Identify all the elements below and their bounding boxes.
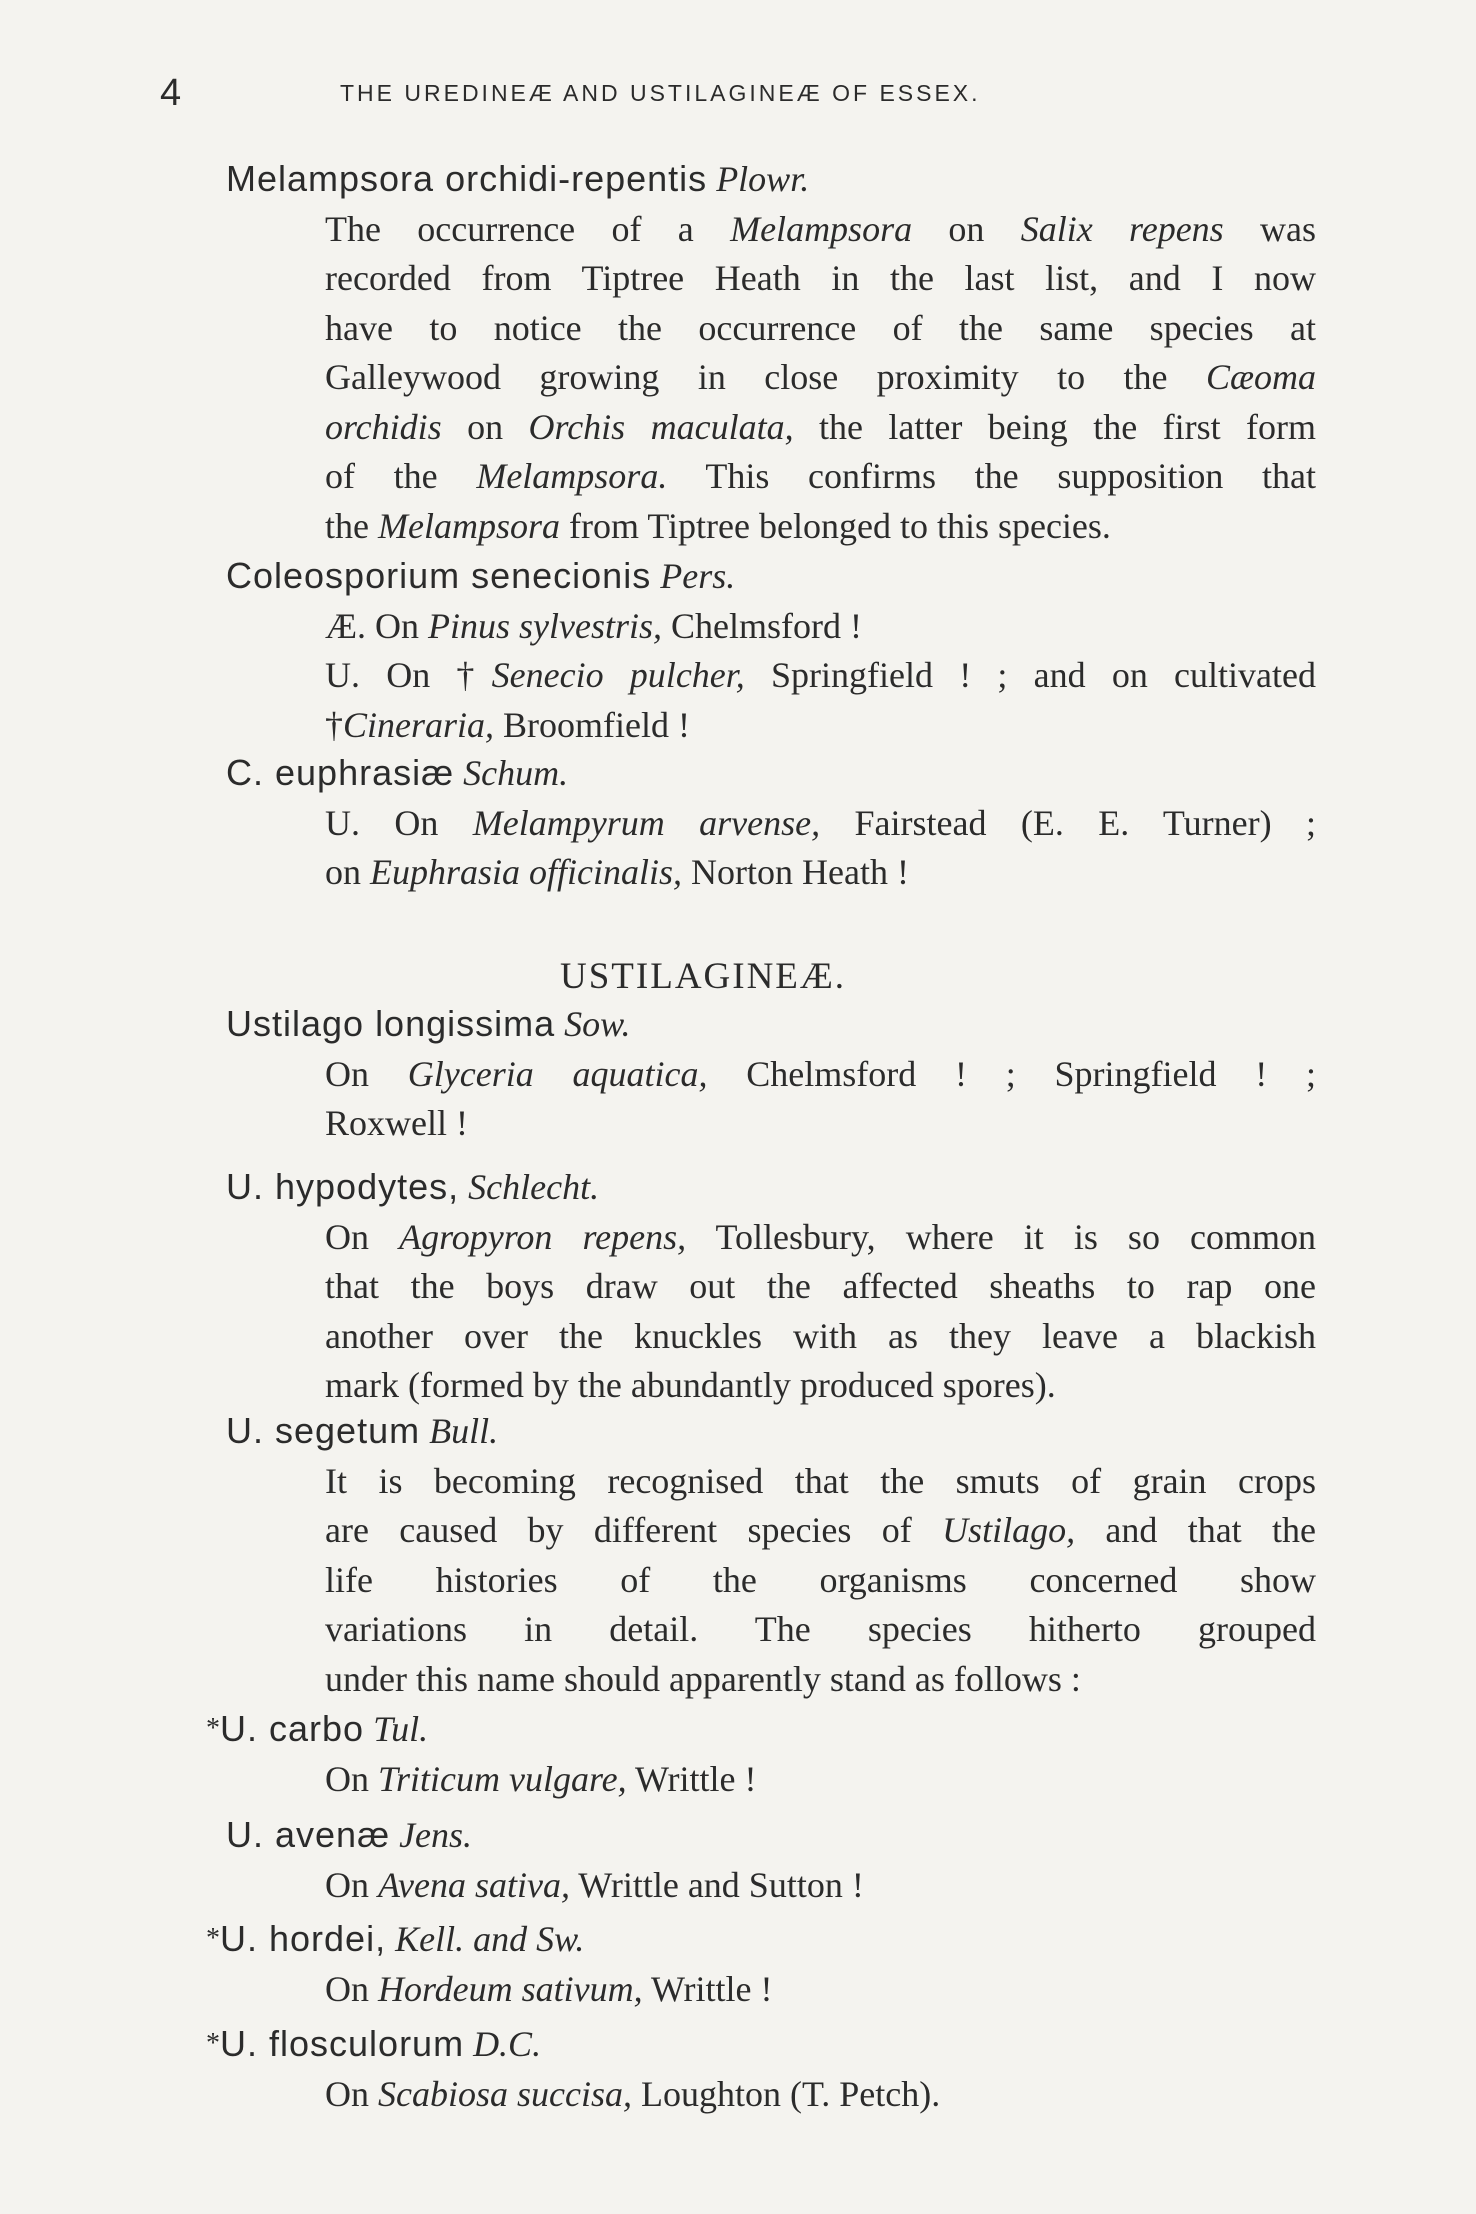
text-segment: another over the knuckles with as they leave a blackish (325, 1315, 1316, 1356)
italic-taxon: Melampsora (377, 505, 560, 546)
text-segment: have to notice the occurrence of the same species at (325, 307, 1316, 348)
text-segment: Roxwell ! (325, 1103, 468, 1143)
text-line (325, 307, 1316, 349)
text-segment: mark (formed by the abundantly produced spores). (325, 1365, 1056, 1405)
italic-taxon: Euphrasia officinalis, (370, 852, 683, 892)
section-heading: USTILAGINEÆ. (560, 956, 847, 997)
text-segment: Broomfield ! (494, 704, 690, 745)
text-line (325, 1509, 1316, 1551)
text-segment: The occurrence of a (325, 208, 731, 249)
species-name: U. hordei, (220, 1918, 387, 1959)
species-heading (226, 1166, 599, 1208)
star-marker: * (206, 1713, 220, 1744)
star-marker: * (206, 1923, 220, 1954)
italic-taxon: Scabiosa succisa, (378, 2073, 632, 2114)
text-segment: This confirms the supposition that (667, 456, 1317, 496)
text-segment: On (325, 1968, 378, 2009)
italic-taxon: Agropyron repens, (399, 1216, 687, 1257)
species-heading (206, 1708, 428, 1750)
species-heading (226, 1003, 630, 1045)
text-segment: It is becoming recognised that the smuts of grain crops (325, 1460, 1316, 1501)
text-segment: Springfield ! ; and on cultivated (744, 655, 1316, 695)
text-line (325, 1460, 1316, 1502)
italic-taxon: Cæoma (1205, 357, 1316, 397)
text-segment: U. On (325, 802, 473, 843)
page-header (160, 72, 1320, 112)
text-line (325, 1758, 757, 1800)
text-segment: Loughton (T. Petch). (631, 2073, 941, 2114)
text-line (325, 208, 1316, 250)
text-segment: and that the (1075, 1510, 1316, 1550)
text-segment: Galleywood growing in close proximity to the (325, 357, 1206, 397)
text-segment: that the boys draw out the affected sheaths to rap one (325, 1266, 1316, 1306)
text-segment: variations in detail. The species hitherto grouped (325, 1609, 1316, 1649)
species-authority: D.C. (473, 2024, 542, 2064)
species-authority: Kell. and Sw. (395, 1919, 585, 1959)
italic-taxon: Orchis maculata, (528, 406, 794, 447)
text-line (325, 1364, 1056, 1406)
species-authority: Pers. (660, 556, 736, 596)
species-authority: Jens. (399, 1815, 473, 1855)
text-line (325, 1968, 773, 2010)
text-line (325, 1216, 1316, 1258)
text-line (325, 851, 909, 893)
italic-taxon: Pinus sylvestris, (428, 605, 662, 646)
text-line (325, 1864, 864, 1906)
text-segment: recorded from Tiptree Heath in the last list, and I now (325, 258, 1316, 298)
text-line (325, 257, 1316, 299)
text-line (325, 704, 690, 746)
page-number: 4 (160, 72, 182, 114)
italic-taxon: Cineraria, (343, 704, 495, 745)
italic-taxon: Ustilago, (942, 1510, 1076, 1550)
text-segment: On (325, 1758, 378, 1799)
text-line (325, 406, 1316, 448)
species-heading (226, 555, 735, 597)
italic-taxon: Melampyrum arvense, (472, 802, 821, 843)
text-segment: of the (325, 456, 477, 496)
text-segment: Chelmsford ! ; Springfield ! ; (707, 1053, 1316, 1094)
species-heading (206, 2023, 541, 2065)
text-segment: U. On † (325, 655, 492, 695)
text-segment: On (325, 1053, 408, 1094)
species-name: U. flosculorum (220, 2023, 465, 2064)
text-segment: On (325, 1864, 378, 1905)
species-name: U. segetum (226, 1410, 421, 1451)
text-line (325, 1265, 1316, 1307)
species-heading (226, 1410, 498, 1452)
species-name: U. hypodytes, (226, 1166, 460, 1207)
species-authority: Tul. (373, 1709, 429, 1749)
text-line (325, 2073, 940, 2115)
text-line (325, 356, 1316, 398)
text-segment: On (325, 1216, 400, 1257)
text-segment: the (325, 505, 378, 546)
text-line (325, 1315, 1316, 1357)
italic-taxon: Triticum vulgare, (378, 1758, 627, 1799)
text-segment: on (441, 406, 529, 447)
text-segment: Æ. On (325, 605, 429, 646)
text-line (325, 455, 1316, 497)
species-name: U. avenæ (226, 1814, 391, 1855)
text-segment: the latter being the first form (793, 406, 1316, 447)
italic-taxon: Glyceria aquatica, (407, 1053, 708, 1094)
species-authority: Schlecht. (468, 1167, 600, 1207)
text-segment: under this name should apparently stand as follows : (325, 1658, 1081, 1699)
text-line (325, 802, 1316, 844)
italic-taxon: Hordeum sativum, (378, 1968, 643, 2009)
italic-taxon: Avena sativa, (378, 1864, 570, 1905)
italic-taxon: Salix repens (1020, 208, 1224, 249)
text-segment: life histories of the organisms concerned show (325, 1559, 1316, 1600)
star-marker: * (206, 2028, 220, 2059)
italic-taxon: Senecio pulcher, (491, 655, 745, 695)
running-title: THE UREDINEÆ AND USTILAGINEÆ OF ESSEX. (340, 80, 981, 106)
text-segment: Tollesbury, where it is so common (686, 1216, 1317, 1257)
text-segment: Writtle ! (626, 1758, 757, 1799)
species-name: Ustilago longissima (226, 1003, 556, 1044)
text-segment: On (325, 2073, 378, 2114)
text-segment: on (325, 852, 370, 892)
species-heading (206, 1918, 584, 1960)
text-segment: Chelmsford ! (662, 605, 862, 646)
species-name: U. carbo (220, 1708, 365, 1749)
text-segment: Norton Heath ! (682, 852, 909, 892)
species-heading (226, 158, 809, 200)
text-segment: are caused by different species of (325, 1510, 943, 1550)
text-line (325, 1053, 1316, 1095)
text-line (325, 1559, 1316, 1601)
italic-taxon: Melampsora (730, 208, 913, 249)
text-line (325, 605, 862, 647)
italic-taxon: Melampsora. (476, 456, 668, 496)
species-heading (226, 1814, 472, 1856)
text-segment: Writtle and Sutton ! (569, 1864, 864, 1905)
species-name: Melampsora orchidi-repentis (226, 158, 708, 199)
text-segment: † (325, 704, 343, 745)
species-authority: Sow. (564, 1004, 631, 1044)
text-segment: from Tiptree belonged to this species. (559, 505, 1111, 546)
text-line (325, 505, 1111, 547)
italic-taxon: orchidis (325, 406, 442, 447)
text-line (325, 1608, 1316, 1650)
text-line (325, 1658, 1081, 1700)
text-line (325, 654, 1316, 696)
species-name: Coleosporium senecionis (226, 555, 652, 596)
text-line (325, 1102, 468, 1144)
text-segment: Writtle ! (642, 1968, 773, 2009)
text-segment: on (912, 208, 1021, 249)
species-name: C. euphrasiæ (226, 752, 455, 793)
text-segment: was (1223, 208, 1316, 249)
species-authority: Schum. (463, 753, 569, 793)
text-segment: Fairstead (E. E. Turner) ; (820, 802, 1316, 843)
species-authority: Bull. (429, 1411, 499, 1451)
species-heading (226, 752, 568, 794)
species-authority: Plowr. (716, 159, 810, 199)
